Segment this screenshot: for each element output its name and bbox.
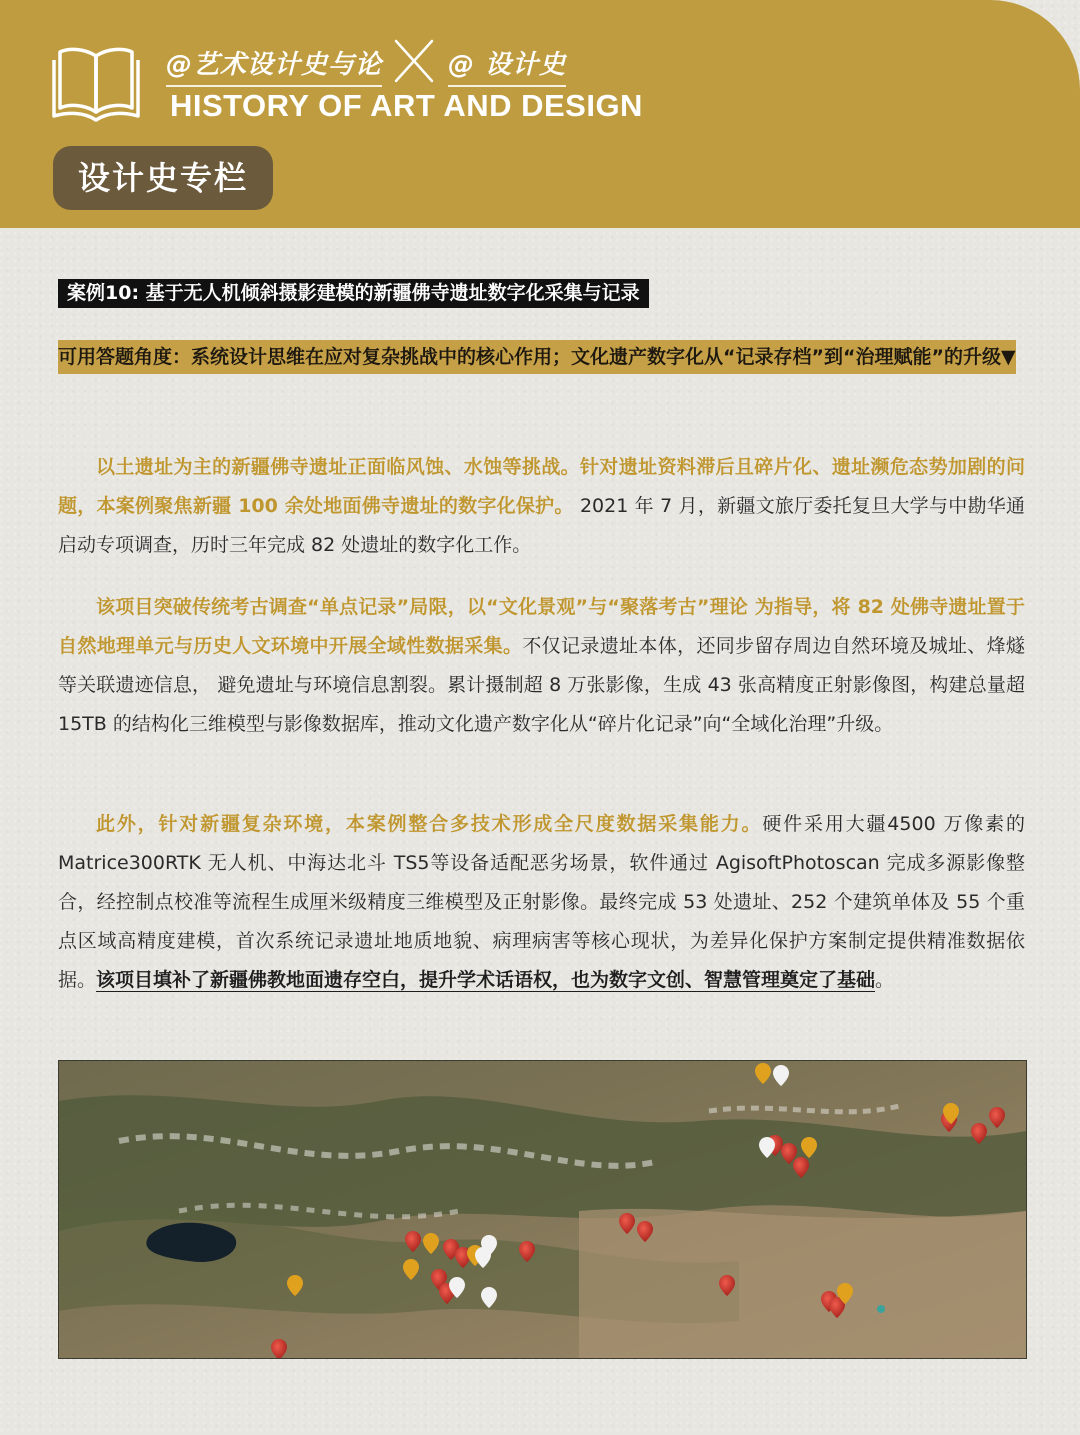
paragraph-2-highlight: 该项目突破传统考古调查“单点记录”局限，以“文化景观”与“聚落考古”理论 为指导，将 82 处佛寺遗址置于自然地理单元与历史人文环境中开展全域性数据采集。: [58, 596, 1025, 657]
header-banner: [0, 0, 1080, 228]
answer-angle-text: 可用答题角度：系统设计思维在应对复杂挑战中的核心作用；文化遗产数字化从“记录存档”到“治理赋能”的升级▼: [58, 340, 1016, 374]
paragraph-3-conclusion: 该项目填补了新疆佛教地面遗存空白，提升学术话语权，也为数字文创、智慧管理奠定了基础: [96, 969, 876, 991]
paragraph-3-end: 。: [875, 969, 895, 991]
paragraph-1-body: 2021 年 7 月，新疆文旅厅委托复旦大学与中勘华通启动专项调查，历时三年完成 82 处遗址的数字化工作。: [58, 495, 1025, 556]
case-title: 案例10: 基于无人机倾斜摄影建模的新疆佛寺遗址数字化采集与记录: [58, 279, 649, 308]
answer-angle: [58, 338, 1025, 377]
paragraph-2: [58, 588, 1025, 744]
paragraph-1-highlight: 以土遗址为主的新疆佛寺遗址正面临风蚀、水蚀等挑战。针对遗址资料滞后且碎片化、遗址濒危态势加剧的问题，本案例聚焦新疆 100 余处地面佛寺遗址的数字化保护。: [58, 456, 1025, 517]
paragraph-3: [58, 805, 1025, 1000]
paragraph-3-highlight: 此外，针对新疆复杂环境，本案例整合多技术形成全尺度数据采集能力。: [96, 813, 763, 835]
handle-art-design-history: @艺术设计史与论: [166, 44, 382, 87]
paragraph-1: [58, 448, 1025, 565]
paragraph-2-body: 不仅记录遗址本体，还同步留存周边自然环境及城址、烽燧等关联遗迹信息， 避免遗址与环境信息割裂。累计摄制超 8 万张影像，生成 43 张高精度正射影像图，构建总量超 15TB 的结构化三维模型与影像数据库，推动文化遗产数字化从“碎片化记录”向“全域化治理”升级。: [58, 635, 1025, 735]
satellite-map: [58, 1060, 1027, 1359]
paragraph-3-body: 硬件采用大疆4500 万像素的Matrice300RTK 无人机、中海达北斗 TS5等设备适配恶劣场景，软件通过 AgisoftPhotoscan 完成多源影像整合，经控制点校准等流程生成厘米级精度三维模型及正射影像。最终完成 53 处遗址、252 个建筑单体及 55 个重点区域高精度建模，首次系统记录遗址地质地貌、病理病害等核心现状，为差异化保护方案制定提供精准数据依据。: [58, 813, 1025, 991]
column-tag: 设计史专栏: [53, 146, 273, 210]
handle-design-history: @ 设计史: [448, 44, 566, 87]
open-book-icon: [50, 44, 142, 124]
cross-icon: [392, 38, 436, 84]
english-title: HISTORY OF ART AND DESIGN: [170, 88, 643, 123]
satellite-map-image: [59, 1061, 1026, 1358]
